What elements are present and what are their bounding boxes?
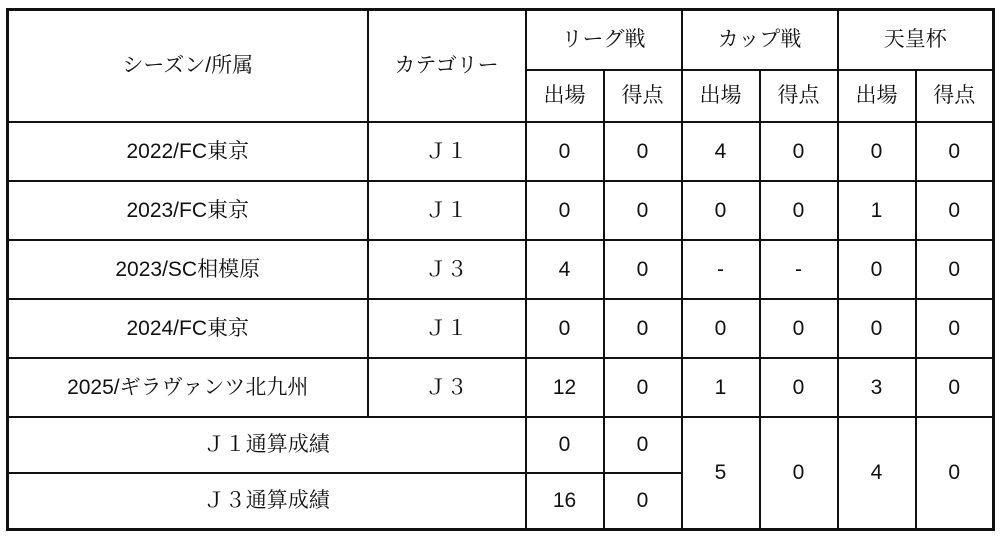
cell-league-goals: 0: [604, 299, 682, 358]
cell-total-cup-goals: 0: [760, 417, 838, 530]
cell-season: 2023/SC相模原: [8, 240, 368, 299]
table-header-row-main: [8, 10, 994, 71]
cell-category: Ｊ１: [368, 181, 526, 240]
cell-cup-apps: -: [682, 240, 760, 299]
header-cup-goals: 得点: [760, 70, 838, 122]
cell-season: 2023/FC東京: [8, 181, 368, 240]
cell-season: 2022/FC東京: [8, 122, 368, 181]
table-row: [8, 122, 994, 181]
cell-category: Ｊ３: [368, 358, 526, 417]
career-stats-table: [6, 8, 995, 531]
cell-league-goals: 0: [604, 181, 682, 240]
table-row: [8, 240, 994, 299]
cell-emperor-goals: 0: [916, 358, 994, 417]
header-emperor-goals: 得点: [916, 70, 994, 122]
cell-total-label-j3: Ｊ３通算成績: [8, 473, 526, 530]
cell-league-apps: 4: [526, 240, 604, 299]
cell-total-league-goals: 0: [604, 473, 682, 530]
cell-emperor-apps: 0: [838, 299, 916, 358]
cell-total-league-apps: 16: [526, 473, 604, 530]
cell-cup-apps: 1: [682, 358, 760, 417]
cell-total-league-apps: 0: [526, 417, 604, 473]
header-season: シーズン/所属: [8, 10, 368, 123]
cell-league-apps: 0: [526, 181, 604, 240]
header-cup-apps: 出場: [682, 70, 760, 122]
cell-emperor-goals: 0: [916, 181, 994, 240]
cell-emperor-apps: 0: [838, 240, 916, 299]
cell-total-league-goals: 0: [604, 417, 682, 473]
cell-cup-goals: 0: [760, 299, 838, 358]
cell-emperor-apps: 3: [838, 358, 916, 417]
cell-total-label-j1: Ｊ１通算成績: [8, 417, 526, 473]
cell-total-cup-apps: 5: [682, 417, 760, 530]
cell-emperor-goals: 0: [916, 122, 994, 181]
header-group-emperor: 天皇杯: [838, 10, 994, 71]
cell-category: Ｊ３: [368, 240, 526, 299]
cell-category: Ｊ１: [368, 299, 526, 358]
cell-league-goals: 0: [604, 358, 682, 417]
cell-category: Ｊ１: [368, 122, 526, 181]
header-group-league: リーグ戦: [526, 10, 682, 71]
table-total-row: [8, 417, 994, 473]
cell-emperor-apps: 0: [838, 122, 916, 181]
header-league-goals: 得点: [604, 70, 682, 122]
cell-league-goals: 0: [604, 122, 682, 181]
cell-cup-goals: 0: [760, 181, 838, 240]
cell-season: 2025/ギラヴァンツ北九州: [8, 358, 368, 417]
cell-total-emperor-apps: 4: [838, 417, 916, 530]
cell-cup-goals: -: [760, 240, 838, 299]
cell-league-apps: 0: [526, 122, 604, 181]
cell-emperor-apps: 1: [838, 181, 916, 240]
cell-league-apps: 0: [526, 299, 604, 358]
cell-cup-apps: 0: [682, 299, 760, 358]
table-row: [8, 358, 994, 417]
header-league-apps: 出場: [526, 70, 604, 122]
cell-league-apps: 12: [526, 358, 604, 417]
cell-cup-goals: 0: [760, 122, 838, 181]
cell-cup-apps: 0: [682, 181, 760, 240]
table-row: [8, 299, 994, 358]
cell-cup-goals: 0: [760, 358, 838, 417]
cell-emperor-goals: 0: [916, 299, 994, 358]
cell-league-goals: 0: [604, 240, 682, 299]
header-group-cup: カップ戦: [682, 10, 838, 71]
cell-emperor-goals: 0: [916, 240, 994, 299]
header-emperor-apps: 出場: [838, 70, 916, 122]
cell-season: 2024/FC東京: [8, 299, 368, 358]
table-row: [8, 181, 994, 240]
cell-cup-apps: 4: [682, 122, 760, 181]
header-category: カテゴリー: [368, 10, 526, 123]
cell-total-emperor-goals: 0: [916, 417, 994, 530]
